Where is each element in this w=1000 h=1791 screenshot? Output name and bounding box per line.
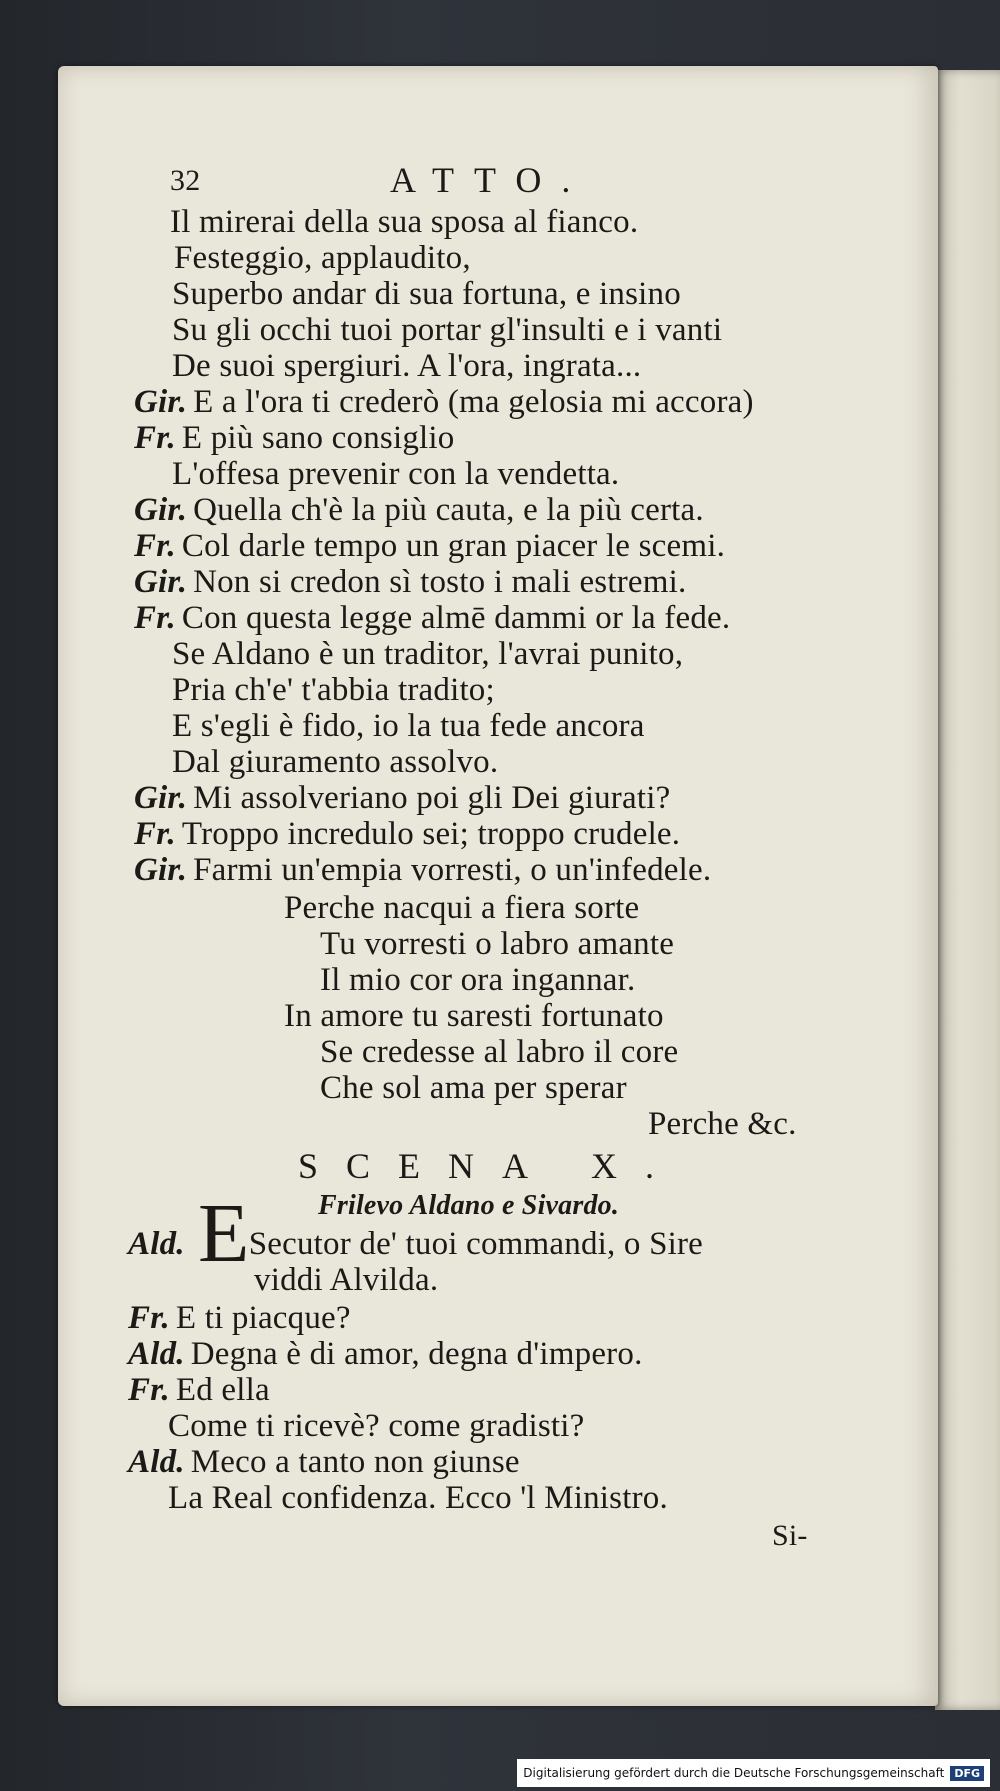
text-line: De suoi spergiuri. A l'ora, ingrata... [172,348,642,384]
speaker-label: Ald. [128,1444,185,1480]
text-line: La Real confidenza. Ecco 'l Ministro. [168,1480,668,1516]
text-line: Superbo andar di sua fortuna, e insino [172,276,681,312]
adjacent-page-edge [935,70,1000,1710]
text-line: viddi Alvilda. [254,1262,439,1298]
text-line: Fr. Col darle tempo un gran piacer le scemi. [134,528,726,564]
text-line: Festeggio, applaudito, [174,240,471,276]
text-line: Gir. Mi assolveriano poi gli Dei giurati? [134,780,671,816]
speaker-label: Ald. [128,1336,185,1372]
scene-title: SCENA X. [298,1146,683,1186]
text-line: Fr. Ed ella [128,1372,270,1408]
text-line: E s'egli è fido, io la tua fede ancora [172,708,645,744]
aria-line: Perche nacqui a fiera sorte [284,890,640,926]
text-line: Fr. Con questa legge almē dammi or la fede. [134,600,731,636]
speaker-label: Fr. [128,1372,170,1408]
text-line: Fr. E ti piacque? [128,1300,351,1336]
scene-subtitle: Frilevo Aldano e Sivardo. [318,1190,620,1221]
speaker-label: Fr. [134,420,176,456]
text-line: Se Aldano è un traditor, l'avrai punito, [172,636,684,672]
text-line: Fr. E più sano consiglio [134,420,455,456]
speaker-label: Ald. [128,1226,185,1262]
text-line: L'offesa prevenir con la vendetta. [172,456,620,492]
aria-line: Se credesse al labro il core [320,1034,679,1070]
speaker-label: Fr. [128,1300,170,1336]
text-line: Ald. Meco a tanto non giunse [128,1444,520,1480]
speaker-label: Gir. [134,384,188,420]
speaker-label: Fr. [134,600,176,636]
text-line: Ald. Degna è di amor, degna d'impero. [128,1336,643,1372]
speaker-label: Gir. [134,564,188,600]
text-line: Gir. Farmi un'empia vorresti, o un'infedele. [134,852,712,888]
catchword: Si- [772,1519,808,1552]
speaker-label: Gir. [134,492,188,528]
text-line: Ald. Secutor de' tuoi commandi, o Sire [128,1226,704,1262]
digitization-footer [517,1759,990,1787]
text-line: Gir. Quella ch'è la più cauta, e la più certa. [134,492,704,528]
text-line: Su gli occhi tuoi portar gl'insulti e i vanti [172,312,723,348]
aria-line: In amore tu saresti fortunato [284,998,664,1034]
text-line: Gir. Non si credon sì tosto i mali estremi. [134,564,687,600]
speaker-label: Gir. [134,852,188,888]
footer-text: Digitalisierung gefördert durch die Deutsche Forschungsgemeinschaft [523,1766,945,1780]
speaker-label: Fr. [134,816,176,852]
aria-line: Tu vorresti o labro amante [320,926,675,962]
text-line: Fr. Troppo incredulo sei; troppo crudele. [134,816,681,852]
aria-line: Che sol ama per sperar [320,1070,627,1106]
aria-end: Perche &c. [648,1106,797,1142]
aria-line: Il mio cor ora ingannar. [320,962,636,998]
book-page [58,66,938,1706]
running-title: ATTO. [390,160,591,200]
text-line: Come ti ricevè? come gradisti? [168,1408,585,1444]
drop-cap: E [198,1187,250,1280]
text-line: Dal giuramento assolvo. [172,744,499,780]
text-line: Pria ch'e' t'abbia tradito; [172,672,495,708]
running-head [170,160,591,200]
text-line: Gir. E a l'ora ti crederò (ma gelosia mi accora) [134,384,754,420]
dfg-logo: DFG [950,1766,984,1781]
text-line: Il mirerai della sua sposa al fianco. [170,204,639,240]
page-number: 32 [170,164,201,197]
speaker-label: Gir. [134,780,188,816]
speaker-label: Fr. [134,528,176,564]
